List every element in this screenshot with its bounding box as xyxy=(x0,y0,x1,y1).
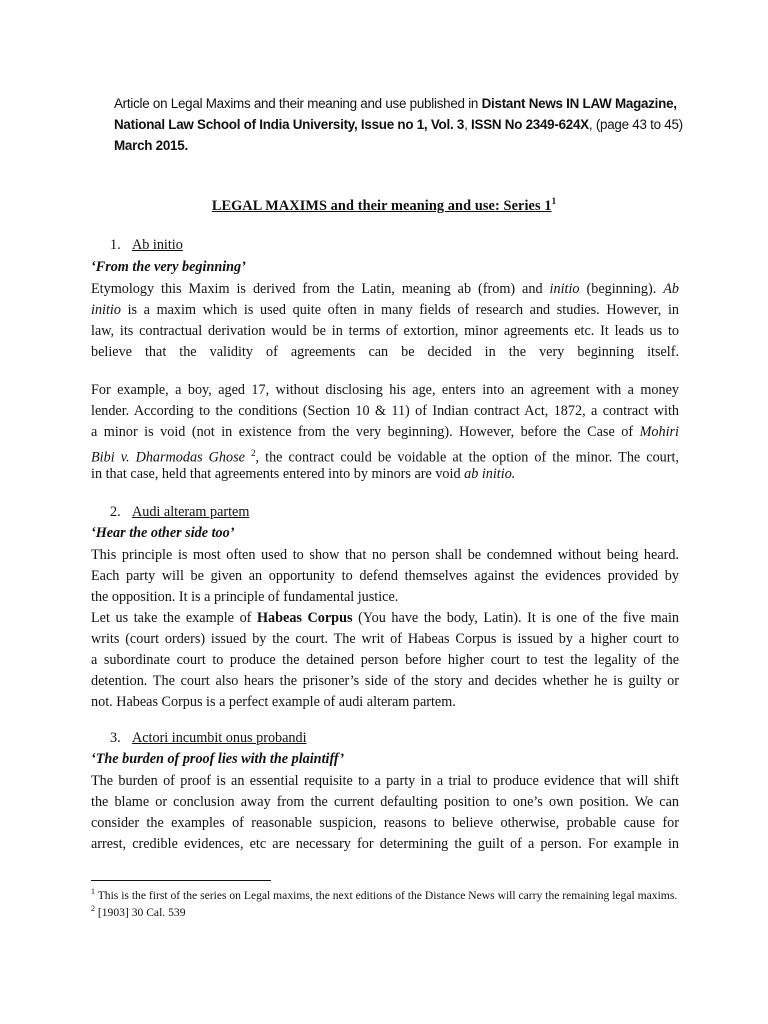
footnote-divider xyxy=(91,880,271,881)
section-paragraph: Etymology this Maxim is derived from the Latin, meaning ab (from) and initio (beginning). Ab initio is a maxim which is used quite often in many fields of research and studies. However, in law, its contractual derivation would be in terms of extortion, minor agreements etc. It leads us to believe that the validity of agreements can be decided in the very beginning itself. xyxy=(91,281,679,360)
publication-date: March 2015. xyxy=(114,138,188,153)
section-paragraph: For example, a boy, aged 17, without disclosing his age, enters into an agreement with a money lender. According to the conditions (Section 10 & 11) of Indian contract Act, 1872, a contract with a minor is void (not in existence from the very beginning). However, before the Case of Mohiri Bibi v. Dharmodas Ghose $^2$, the contract could be voidable at the option of the minor. The court, in that case, held that agreements entered into by minors are void ab initio. xyxy=(91,382,679,482)
footnote-1: $^1$ This is the first of the series on Legal maxims, the next editions of the Distance News will carry the remaining legal maxims. xyxy=(91,887,678,902)
page-range: , (page 43 to 45) xyxy=(588,117,683,132)
section-heading-actori-incumbit: 3. Actori incumbit onus probandi xyxy=(110,730,307,746)
publication-prefix: Article on Legal Maxims and their meaning and use published in xyxy=(114,96,482,111)
footnote-2: $^2$ [1903] 30 Cal. 539 xyxy=(91,903,186,919)
footnote-ref-2: 2 xyxy=(251,448,256,458)
section-paragraph: The burden of proof is an essential requisite to a party in a trial to produce evidence that will shift the blame or conclusion away from the current defaulting position to one’s own position. We can consider the examples of reasonable suspicion, reasons to believe otherwise, probable cause for arrest, credible evidences, etc are necessary for determining the guilt of a person. For example in xyxy=(91,773,679,852)
footnotes xyxy=(91,885,681,919)
section-paragraph: This principle is most often used to show that no person shall be condemned without being heard. Each party will be given an opportunity to defend themselves against the evidences provided by the opposition. It is a principle of fundamental justice. Let us take the example of Habeas Corpus (You have the body, Latin). It is one of the five main writs (court orders) issued by the court. The writ of Habeas Corpus is issued by a higher court to a subordinate court to produce the detained person before higher court to test the legality of the detention. The court also hears the prisoner’s side of the story and decides whether he is guilty or not. Habeas Corpus is a perfect example of audi alteram partem. xyxy=(91,547,679,710)
section-translation: ‘From the very beginning’ xyxy=(91,259,246,275)
section-translation: ‘Hear the other side too’ xyxy=(91,525,235,541)
article-title: LEGAL MAXIMS and their meaning and use: Series $1^1$ xyxy=(211,196,557,214)
footnote-ref-1: 1 xyxy=(551,196,557,206)
section-translation: ‘The burden of proof lies with the plaintiff’ xyxy=(91,751,345,767)
section-heading-ab-initio: 1. Ab initio xyxy=(110,237,183,253)
publication-note: Article on Legal Maxims and their meaning and use published in Distant News IN LAW Magazine, National Law School of India University, Issue no 1, Vol. 3, ISSN No 2349-624X, (page 43 to 45) March 2015. xyxy=(114,96,683,153)
magazine-name: Distant News IN LAW Magazine, National Law School of India University, Issue no 1, Vol. 3 xyxy=(114,96,677,132)
section-heading-audi-alteram-partem: 2. Audi alteram partem xyxy=(110,504,250,520)
issn: ISSN No 2349-624X xyxy=(471,117,589,132)
